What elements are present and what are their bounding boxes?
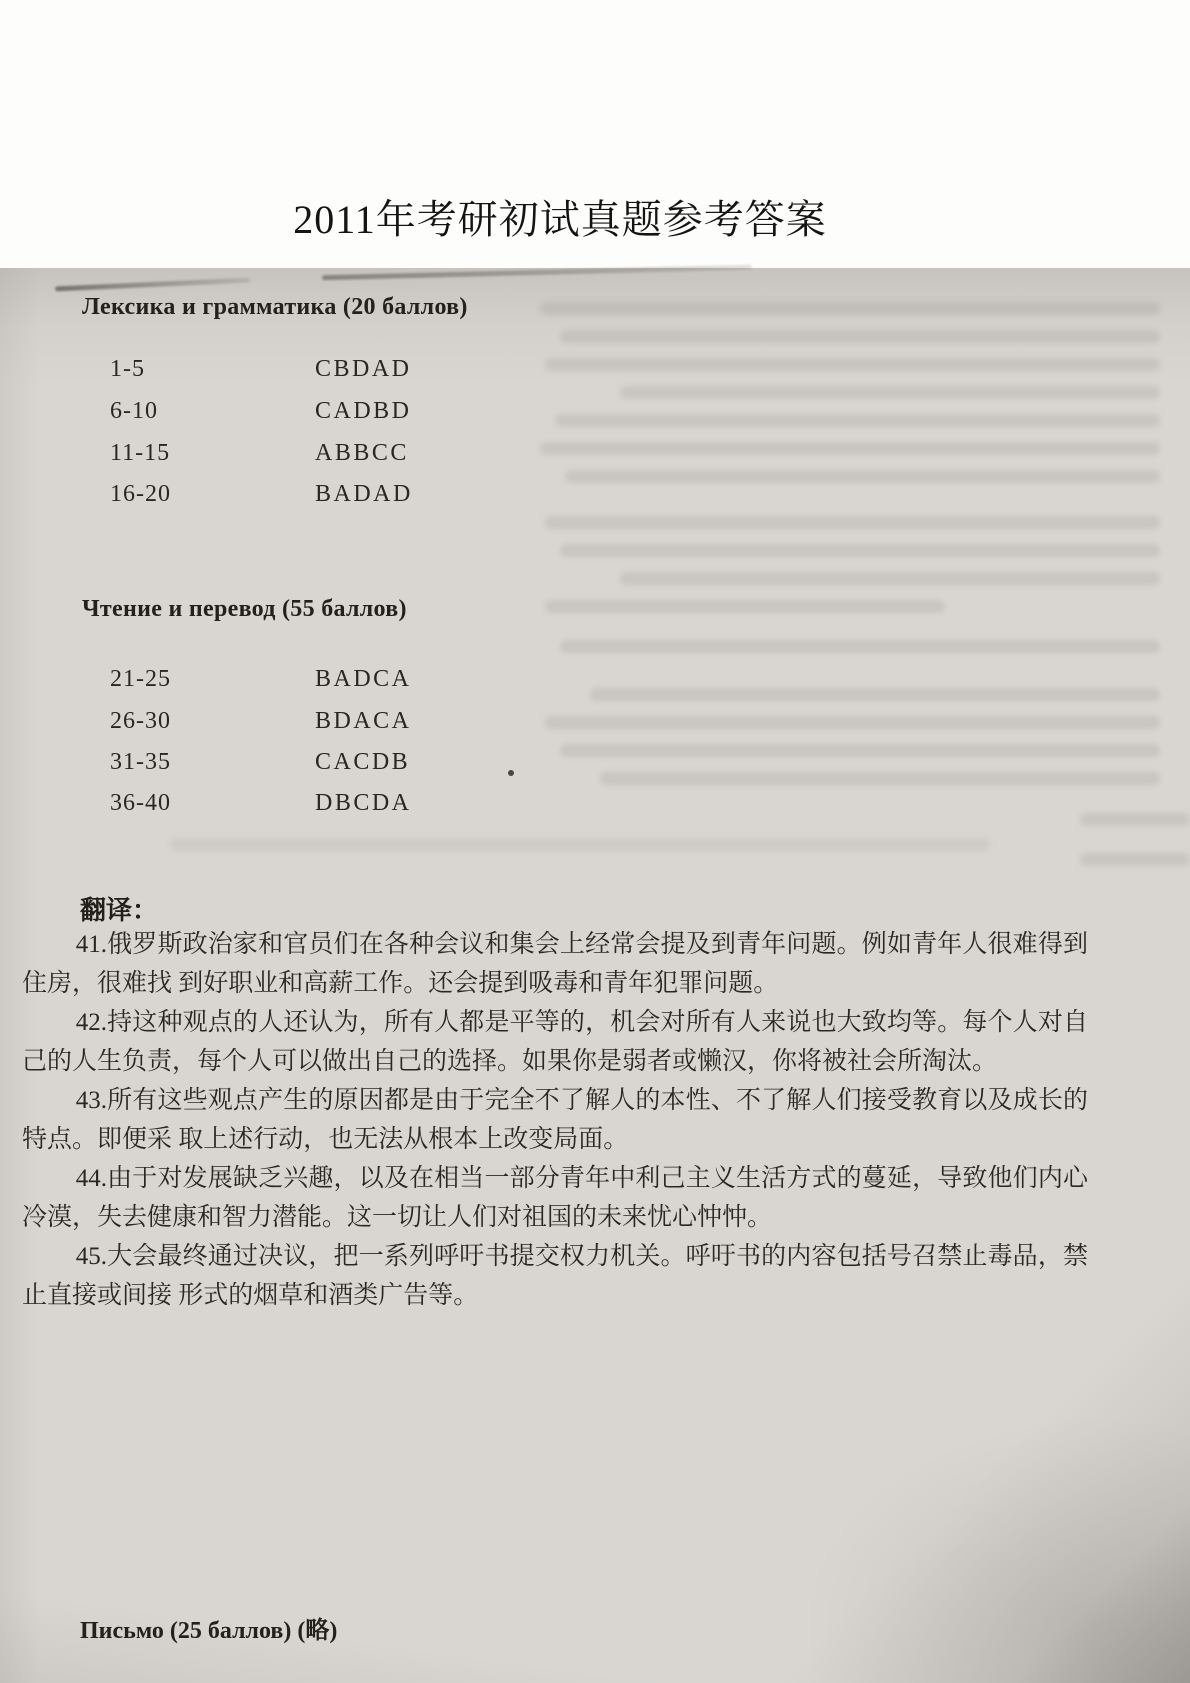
bleed-through-artifact [620, 386, 1160, 399]
ink-dot-artifact [508, 770, 514, 776]
bleed-through-artifact [560, 640, 1160, 653]
photographed-answer-sheet [0, 268, 1190, 1683]
question-range: 16-20 [110, 481, 171, 507]
answer-row [110, 440, 409, 467]
bleed-through-artifact [600, 772, 1160, 785]
question-range: 6-10 [110, 398, 158, 424]
answer-letters: DBCDA [315, 790, 412, 816]
bleed-through-artifact [560, 544, 1160, 557]
bleed-through-artifact [540, 442, 1160, 455]
bleed-through-artifact [545, 600, 945, 613]
translation-paragraph-44: 44.由于对发展缺乏兴趣，以及在相当一部分青年中利己主义生活方式的蔓延，导致他们内心冷漠，失去健康和智力潜能。这一切让人们对祖国的未来忧心忡忡。 [22, 1165, 1088, 1231]
question-range: 1-5 [110, 356, 145, 382]
answer-row [110, 481, 413, 508]
question-range: 11-15 [110, 440, 171, 466]
bleed-through-artifact [545, 358, 1160, 371]
answer-letters: BDACA [315, 708, 412, 734]
translation-paragraph-42: 42.持这种观点的人还认为，所有人都是平等的，机会对所有人来说也大致均等。每个人对自己的人生负责，每个人可以做出自己的选择。如果你是弱者或懒汉，你将被社会所淘汰。 [22, 1009, 1088, 1075]
paper-edge-streak [322, 265, 752, 281]
answer-row [110, 398, 412, 425]
answer-letters: ABBCC [315, 440, 409, 466]
bleed-through-artifact [1080, 853, 1190, 866]
answer-row [110, 356, 412, 383]
translation-paragraph-45: 45.大会最终通过决议，把一系列呼吁书提交权力机关。呼吁书的内容包括号召禁止毒品，禁止直接或间接 形式的烟草和酒类广告等。 [22, 1243, 1088, 1309]
page-title: 2011年考研初试真题参考答案 [293, 197, 827, 242]
question-range: 21-25 [110, 666, 171, 692]
question-range: 36-40 [110, 790, 171, 816]
answer-row [110, 749, 410, 776]
bleed-through-artifact [170, 838, 990, 851]
bleed-through-artifact [545, 516, 1160, 529]
question-range: 26-30 [110, 708, 171, 734]
translation-paragraph-41: 41.俄罗斯政治家和官员们在各种会议和集会上经常会提及到青年问题。例如青年人很难得到住房，很难找 到好职业和高薪工作。还会提到吸毒和青年犯罪问题。 [22, 931, 1088, 997]
answer-row [110, 666, 412, 693]
section-reading-translation-heading: Чтение и перевод (55 баллов) [82, 596, 407, 622]
bleed-through-artifact [560, 744, 1160, 757]
bleed-through-artifact [545, 716, 1160, 729]
bleed-through-artifact [540, 302, 1160, 315]
section-writing-heading: Письмо (25 баллов) (略) [80, 1618, 338, 1644]
answer-letters: CACDB [315, 749, 411, 775]
paper-edge-streak [55, 278, 250, 292]
bleed-through-artifact [1080, 813, 1190, 826]
answer-letters: BADAD [315, 481, 413, 507]
bleed-through-artifact [560, 330, 1160, 343]
answer-row [110, 790, 412, 817]
translation-paragraphs [22, 925, 1088, 1315]
answer-row [110, 708, 412, 735]
answer-letters: BADCA [315, 666, 412, 692]
translation-paragraph-43: 43.所有这些观点产生的原因都是由于完全不了解人的本性、不了解人们接受教育以及成长的特点。即便采 取上述行动，也无法从根本上改变局面。 [22, 1087, 1088, 1153]
question-range: 31-35 [110, 749, 171, 775]
bleed-through-artifact [555, 414, 1160, 427]
bleed-through-artifact [620, 572, 1160, 585]
section-lexis-grammar-heading: Лексика и грамматика (20 баллов) [82, 294, 468, 320]
translation-heading: 翻译： [80, 895, 159, 925]
answer-letters: CADBD [315, 398, 412, 424]
bleed-through-artifact [590, 688, 1160, 701]
bleed-through-artifact [565, 470, 1160, 483]
answer-letters: CBDAD [315, 356, 412, 382]
